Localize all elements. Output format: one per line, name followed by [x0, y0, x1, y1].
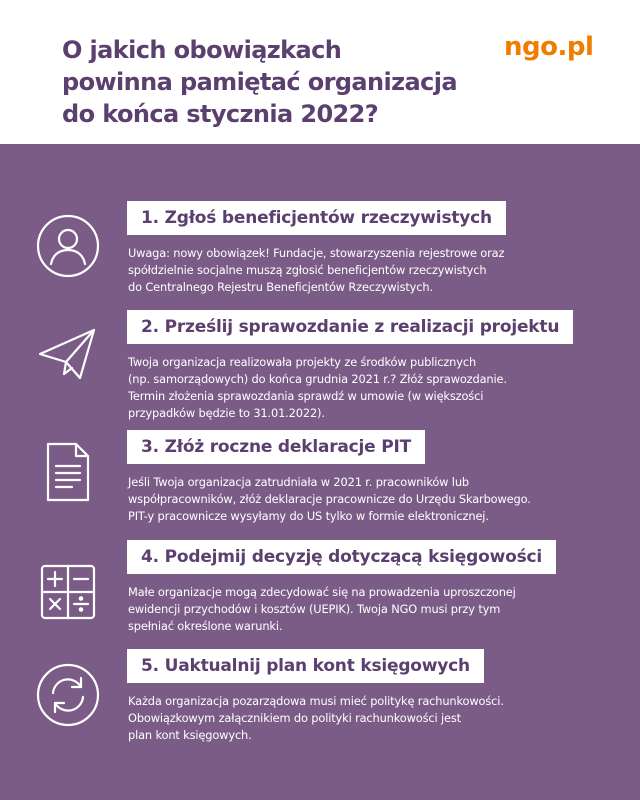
calculator-icon — [36, 560, 100, 624]
title-line: do końca stycznia 2022? — [62, 100, 379, 128]
description-line: spółdzielnie socjalne muszą zgłosić beneficjentów rzeczywistych — [128, 263, 487, 277]
step-description — [128, 245, 608, 296]
step-heading: 5. Uaktualnij plan kont księgowych — [127, 649, 484, 683]
description-line: (np. samorządowych) do końca grudnia 2021 r.? Złóż sprawozdanie. — [128, 372, 507, 386]
header — [0, 0, 640, 144]
step-description — [128, 474, 608, 525]
step-heading: 2. Prześlij sprawozdanie z realizacji projektu — [127, 310, 573, 344]
title-line: O jakich obowiązkach — [62, 36, 342, 64]
description-line: do Centralnego Rejestru Beneficjentów Rzeczywistych. — [128, 280, 433, 294]
ngo-logo[interactable]: ngo.pl — [504, 32, 594, 62]
description-line: Małe organizacje mogą zdecydować się na prowadzenia uproszczonej — [128, 585, 516, 599]
description-line: Obowiązkowym załącznikiem do polityki rachunkowości jest — [128, 711, 461, 725]
description-line: plan kont księgowych. — [128, 728, 252, 742]
description-line: spełniać określone warunki. — [128, 619, 283, 633]
description-line: Każda organizacja pozarządowa musi mieć politykę rachunkowości. — [128, 694, 504, 708]
step-heading: 1. Zgłoś beneficjentów rzeczywistych — [127, 201, 506, 235]
description-line: Uwaga: nowy obowiązek! Fundacje, stowarzyszenia rejestrowe oraz — [128, 246, 505, 260]
title-line: powinna pamiętać organizacja — [62, 68, 457, 96]
description-line: Termin złożenia sprawozdania sprawdź w umowie (w większości — [128, 389, 484, 403]
content-panel — [0, 144, 640, 800]
document-icon — [36, 440, 100, 504]
description-line: współpracowników, złóż deklaracje pracownicze do Urzędu Skarbowego. — [128, 492, 531, 506]
description-line: Jeśli Twoja organizacja zatrudniała w 2021 r. pracowników lub — [128, 475, 469, 489]
page-title — [62, 34, 492, 130]
description-line: PIT-y pracownicze wysyłamy do US tylko w formie elektronicznej. — [128, 509, 489, 523]
description-line: ewidencji przychodów i kosztów (UEPIK). Twoja NGO musi przy tym — [128, 602, 501, 616]
refresh-icon — [36, 663, 100, 727]
person-icon — [36, 214, 100, 278]
step-description — [128, 354, 608, 422]
description-line: przypadków będzie to 31.01.2022). — [128, 406, 325, 420]
step-heading: 4. Podejmij decyzję dotyczącą księgowości — [127, 540, 556, 574]
description-line: Twoja organizacja realizowała projekty ze środków publicznych — [128, 355, 477, 369]
step-description — [128, 693, 608, 744]
step-heading: 3. Złóż roczne deklaracje PIT — [127, 430, 425, 464]
step-description — [128, 584, 608, 635]
paper-plane-icon — [36, 322, 100, 386]
